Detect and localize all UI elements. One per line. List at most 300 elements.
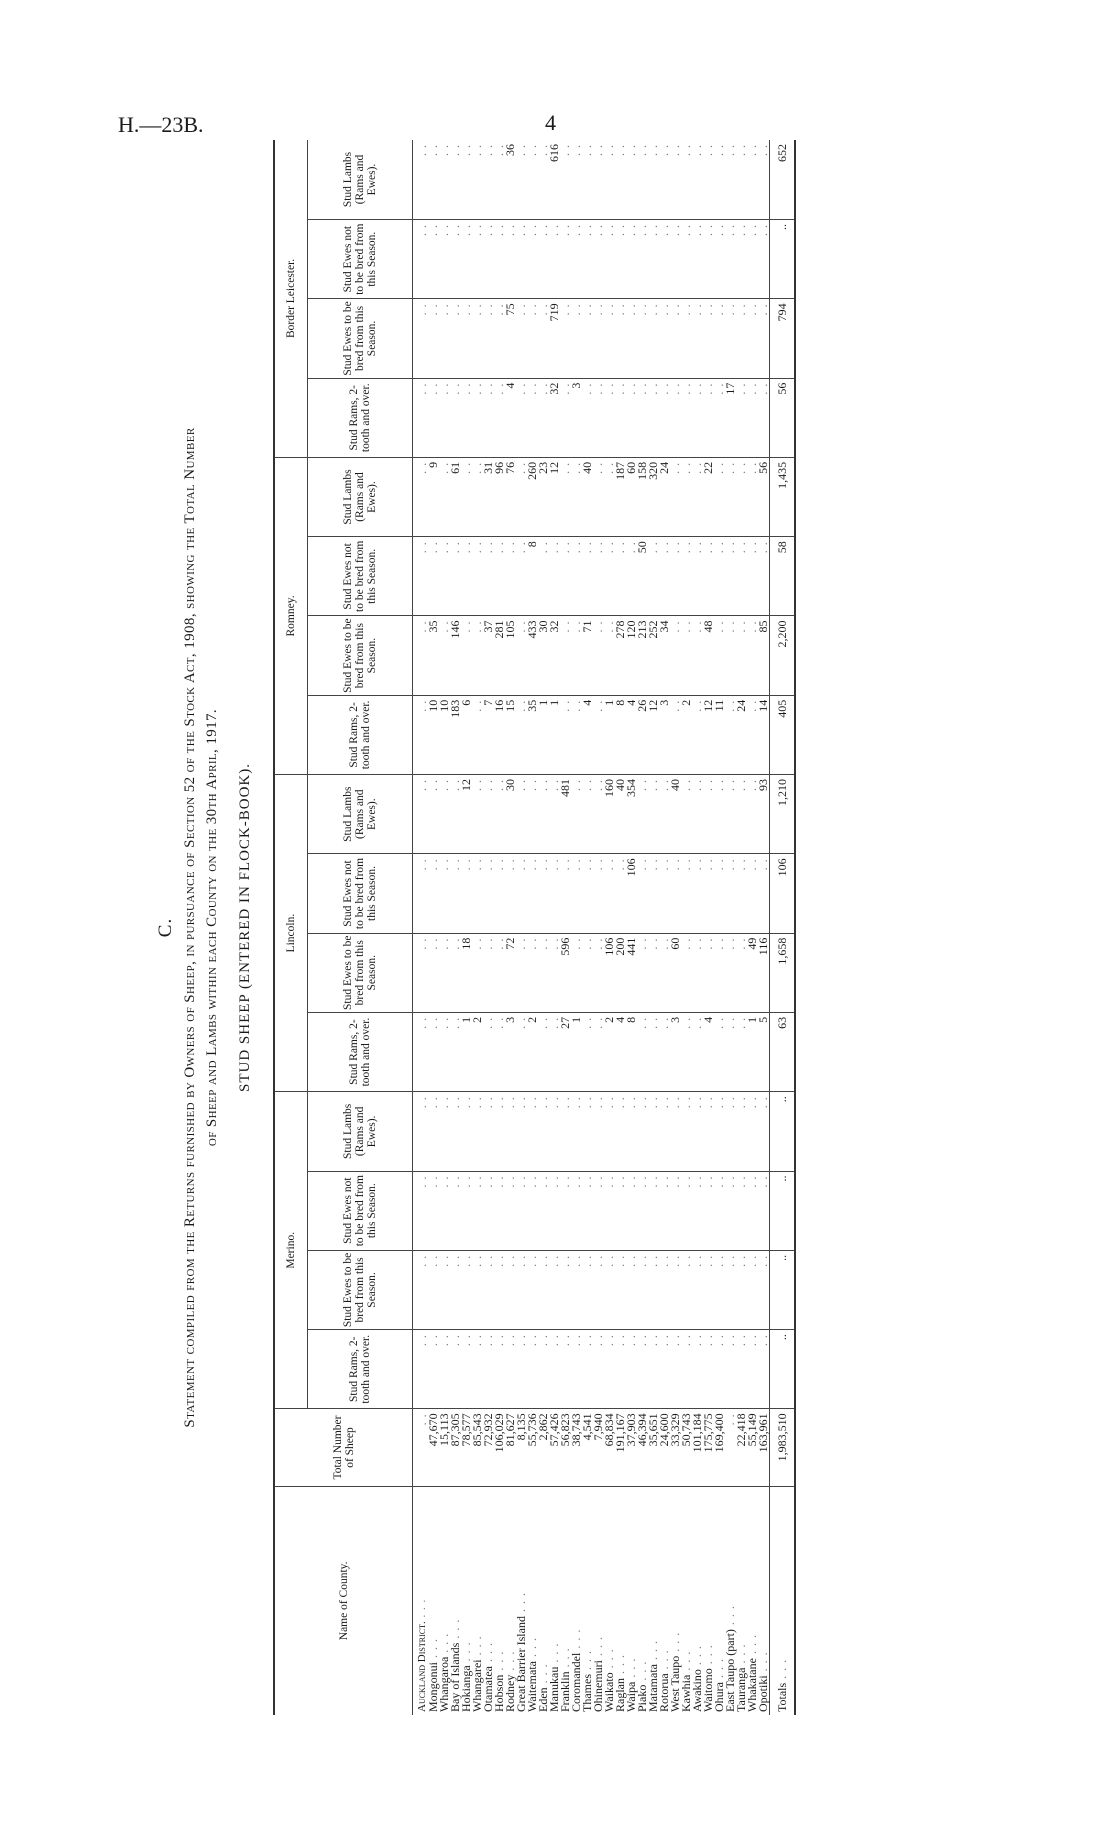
romney-value: 158 <box>637 457 648 536</box>
lincoln-value: 60 <box>670 933 681 1012</box>
merino-value: . . <box>538 1092 549 1171</box>
totals-merino-value: .. <box>770 1171 796 1250</box>
romney-value: . . <box>593 457 604 536</box>
border-value: . . <box>659 378 670 457</box>
sub-header-merino-2: Stud Ewes not to be bred from this Season. <box>308 1171 413 1250</box>
table-row <box>582 140 593 1715</box>
romney-value: . . <box>714 616 725 695</box>
lincoln-value: . . <box>571 854 582 933</box>
border-value: . . <box>582 220 593 299</box>
lincoln-value: 30 <box>505 775 516 854</box>
border-value: . . <box>637 378 648 457</box>
county-name: Manukau . . . <box>547 1642 561 1712</box>
romney-value: 1 <box>538 695 549 774</box>
merino-value: . . <box>659 1250 670 1329</box>
border-value: . . <box>670 140 681 220</box>
border-value: . . <box>725 220 736 299</box>
border-value: . . <box>703 140 714 220</box>
romney-value: 187 <box>615 457 626 536</box>
romney-value: . . <box>758 537 770 616</box>
lincoln-value: . . <box>439 775 450 854</box>
merino-value: . . <box>472 1171 483 1250</box>
merino-value: . . <box>736 1250 747 1329</box>
table-row <box>604 140 615 1715</box>
lincoln-value: . . <box>725 1012 736 1091</box>
romney-value: . . <box>516 457 527 536</box>
lincoln-value: . . <box>736 1012 747 1091</box>
border-value: . . <box>472 140 483 220</box>
empty-cell: . . <box>413 854 429 933</box>
merino-value: . . <box>593 1250 604 1329</box>
total-sheep: 47,670 <box>428 1409 439 1486</box>
border-value: . . <box>758 299 770 378</box>
total-sheep: 87,305 <box>450 1409 461 1486</box>
merino-value: . . <box>516 1092 527 1171</box>
romney-value: . . <box>593 537 604 616</box>
romney-value: 50 <box>637 537 648 616</box>
merino-value: . . <box>439 1330 450 1409</box>
empty-cell: . . <box>413 1171 429 1250</box>
county-name: Bay of Islands . . . <box>448 1618 462 1712</box>
merino-value: . . <box>747 1092 758 1171</box>
merino-value: . . <box>637 1330 648 1409</box>
border-value: . . <box>604 220 615 299</box>
merino-value: . . <box>692 1171 703 1250</box>
merino-value: . . <box>681 1250 692 1329</box>
romney-value: 7 <box>483 695 494 774</box>
romney-value: 35 <box>527 695 538 774</box>
page-reference: H.—23B. <box>118 112 204 137</box>
county-name: Waipa . . . <box>624 1657 638 1712</box>
table-row <box>736 140 747 1715</box>
lincoln-value: . . <box>725 933 736 1012</box>
romney-value: 260 <box>527 457 538 536</box>
border-value: 75 <box>505 299 516 378</box>
romney-value: . . <box>494 537 505 616</box>
romney-value: . . <box>560 695 571 774</box>
border-value: . . <box>681 378 692 457</box>
sub-header-border-3: Stud Lambs (Rams and Ewes). <box>308 140 413 220</box>
lincoln-value: . . <box>494 1012 505 1091</box>
sub-header-romney-0: Stud Rams, 2-tooth and over. <box>308 695 413 774</box>
border-value: 616 <box>549 140 560 220</box>
total-sheep: 4,541 <box>582 1409 593 1486</box>
merino-value: . . <box>659 1171 670 1250</box>
lincoln-value: . . <box>494 933 505 1012</box>
romney-value: . . <box>725 457 736 536</box>
border-value: . . <box>560 220 571 299</box>
romney-value: . . <box>461 537 472 616</box>
merino-value: . . <box>461 1250 472 1329</box>
table-row <box>692 140 703 1715</box>
county-name: Waikato . . . <box>602 1648 616 1712</box>
merino-value: . . <box>681 1171 692 1250</box>
sub-header-romney-3: Stud Lambs (Rams and Ewes). <box>308 457 413 536</box>
table-row <box>494 140 505 1715</box>
merino-value: . . <box>560 1171 571 1250</box>
border-value: . . <box>560 140 571 220</box>
total-sheep: 85,543 <box>472 1409 483 1486</box>
county-name: Otamatea . . . <box>481 1642 495 1712</box>
border-value: . . <box>439 220 450 299</box>
border-value: . . <box>681 140 692 220</box>
border-value: . . <box>494 299 505 378</box>
lincoln-value: . . <box>516 933 527 1012</box>
county-name: Ohinemuri . . . <box>591 1636 605 1712</box>
romney-value: 76 <box>505 457 516 536</box>
border-value: . . <box>582 299 593 378</box>
romney-value: 34 <box>659 616 670 695</box>
romney-value: 31 <box>483 457 494 536</box>
lincoln-value: . . <box>582 1012 593 1091</box>
romney-value: . . <box>670 616 681 695</box>
border-value: . . <box>659 299 670 378</box>
lincoln-value: . . <box>516 1012 527 1091</box>
merino-value: . . <box>714 1171 725 1250</box>
table-row <box>461 140 472 1715</box>
lincoln-value: . . <box>681 854 692 933</box>
merino-value: . . <box>637 1250 648 1329</box>
merino-value: . . <box>527 1092 538 1171</box>
border-value: . . <box>527 299 538 378</box>
lincoln-value: . . <box>527 854 538 933</box>
table-subtitle: STUD SHEEP (ENTERED IN FLOCK-BOOK). <box>237 762 253 1093</box>
county-name: Whangaroa . . . <box>437 1632 451 1712</box>
lincoln-value: . . <box>681 933 692 1012</box>
merino-value: . . <box>604 1092 615 1171</box>
table-row <box>505 140 516 1715</box>
merino-value: . . <box>604 1330 615 1409</box>
sub-header-border-1: Stud Ewes to be bred from this Season. <box>308 299 413 378</box>
romney-value: 48 <box>703 616 714 695</box>
merino-value: . . <box>615 1250 626 1329</box>
border-value: . . <box>582 140 593 220</box>
romney-value: . . <box>747 457 758 536</box>
merino-value: . . <box>505 1171 516 1250</box>
border-value: . . <box>659 140 670 220</box>
empty-cell: . . <box>413 775 429 854</box>
totals-romney-value: 2,200 <box>770 616 796 695</box>
border-value: . . <box>648 378 659 457</box>
lincoln-value: . . <box>692 1012 703 1091</box>
table-row <box>758 140 770 1715</box>
table-row <box>681 140 692 1715</box>
merino-value: . . <box>648 1171 659 1250</box>
county-name: Kawhia . . . <box>679 1650 693 1712</box>
lincoln-value: . . <box>472 933 483 1012</box>
total-sheep: 57,426 <box>549 1409 560 1486</box>
merino-value: . . <box>758 1092 770 1171</box>
merino-value: . . <box>593 1330 604 1409</box>
romney-value: . . <box>582 537 593 616</box>
border-value: . . <box>681 220 692 299</box>
merino-value: . . <box>483 1330 494 1409</box>
romney-value: . . <box>538 537 549 616</box>
romney-value: . . <box>670 457 681 536</box>
border-value: . . <box>494 220 505 299</box>
border-value: . . <box>692 378 703 457</box>
totals-romney-value: 405 <box>770 695 796 774</box>
lincoln-value: . . <box>439 854 450 933</box>
empty-cell: . . <box>413 1330 429 1409</box>
romney-value: 60 <box>626 457 637 536</box>
lincoln-value: . . <box>736 933 747 1012</box>
merino-value: . . <box>725 1092 736 1171</box>
merino-value: . . <box>538 1330 549 1409</box>
border-value: . . <box>659 220 670 299</box>
breed-header-lincoln: Lincoln. <box>274 775 308 1092</box>
total-sheep: . . <box>725 1409 736 1486</box>
border-value: . . <box>648 140 659 220</box>
romney-value: 213 <box>637 616 648 695</box>
border-value: . . <box>648 220 659 299</box>
romney-value: . . <box>439 537 450 616</box>
merino-value: . . <box>516 1250 527 1329</box>
lincoln-value: . . <box>582 854 593 933</box>
sub-header-border-0: Stud Rams, 2-tooth and over. <box>308 378 413 457</box>
merino-value: . . <box>648 1250 659 1329</box>
romney-value: 24 <box>736 695 747 774</box>
merino-value: . . <box>494 1092 505 1171</box>
romney-value: 1 <box>604 695 615 774</box>
border-value: . . <box>461 220 472 299</box>
sub-header-merino-0: Stud Rams, 2-tooth and over. <box>308 1330 413 1409</box>
lincoln-value: . . <box>725 854 736 933</box>
border-value: . . <box>626 378 637 457</box>
romney-value: . . <box>681 457 692 536</box>
border-value: . . <box>428 299 439 378</box>
romney-value: . . <box>736 457 747 536</box>
lincoln-value: . . <box>637 933 648 1012</box>
border-value: . . <box>714 299 725 378</box>
romney-value: . . <box>571 695 582 774</box>
romney-value: . . <box>439 457 450 536</box>
county-name: Eden . . . <box>536 1663 550 1712</box>
merino-value: . . <box>681 1330 692 1409</box>
merino-value: . . <box>472 1250 483 1329</box>
romney-value: 12 <box>549 457 560 536</box>
sub-header-merino-1: Stud Ewes to be bred from this Season. <box>308 1250 413 1329</box>
totals-border-value: 652 <box>770 140 796 220</box>
total-sheep: 72,932 <box>483 1409 494 1486</box>
border-value: . . <box>758 220 770 299</box>
lincoln-value: 4 <box>615 1012 626 1091</box>
lincoln-value: 1 <box>571 1012 582 1091</box>
total-sheep: 38,743 <box>571 1409 582 1486</box>
romney-value: . . <box>692 537 703 616</box>
border-value: . . <box>483 378 494 457</box>
merino-value: . . <box>461 1330 472 1409</box>
merino-value: . . <box>538 1250 549 1329</box>
table-row <box>648 140 659 1715</box>
sub-header-romney-1: Stud Ewes to be bred from this Season. <box>308 616 413 695</box>
romney-value: . . <box>549 537 560 616</box>
county-name: Hobson . . . <box>492 1650 506 1712</box>
border-value: . . <box>714 378 725 457</box>
romney-value: 146 <box>450 616 461 695</box>
table-row <box>637 140 648 1715</box>
border-value: . . <box>747 140 758 220</box>
border-value: . . <box>626 220 637 299</box>
merino-value: . . <box>692 1330 703 1409</box>
border-value: . . <box>439 378 450 457</box>
lincoln-value: 441 <box>626 933 637 1012</box>
table-row <box>714 140 725 1715</box>
lincoln-value: . . <box>758 854 770 933</box>
romney-value: . . <box>593 616 604 695</box>
lincoln-value: . . <box>571 775 582 854</box>
merino-value: . . <box>505 1330 516 1409</box>
lincoln-value: . . <box>714 775 725 854</box>
merino-value: . . <box>648 1330 659 1409</box>
romney-value: 252 <box>648 616 659 695</box>
border-value: . . <box>604 140 615 220</box>
lincoln-value: . . <box>439 1012 450 1091</box>
border-value: . . <box>538 299 549 378</box>
merino-value: . . <box>428 1171 439 1250</box>
romney-value: 56 <box>758 457 770 536</box>
border-value: . . <box>670 378 681 457</box>
lincoln-value: . . <box>692 775 703 854</box>
romney-value: . . <box>483 537 494 616</box>
totals-merino-value: .. <box>770 1250 796 1329</box>
lincoln-value: . . <box>483 1012 494 1091</box>
romney-value: 278 <box>615 616 626 695</box>
lincoln-value: . . <box>692 854 703 933</box>
lincoln-value: 354 <box>626 775 637 854</box>
lincoln-value: 40 <box>615 775 626 854</box>
border-value: . . <box>571 140 582 220</box>
merino-value: . . <box>670 1330 681 1409</box>
romney-value: . . <box>670 695 681 774</box>
lincoln-value: . . <box>450 775 461 854</box>
district-label: Auckland District. . . . <box>416 1598 428 1712</box>
lincoln-value: 2 <box>527 1012 538 1091</box>
merino-value: . . <box>527 1250 538 1329</box>
romney-value: . . <box>604 616 615 695</box>
county-name: Thames . . . <box>580 1650 594 1712</box>
merino-value: . . <box>516 1171 527 1250</box>
lincoln-value: . . <box>439 933 450 1012</box>
empty-cell: . . <box>413 933 429 1012</box>
lincoln-value: . . <box>538 775 549 854</box>
romney-value: 32 <box>549 616 560 695</box>
romney-value: . . <box>725 537 736 616</box>
table-row <box>747 140 758 1715</box>
border-value: . . <box>703 220 714 299</box>
merino-value: . . <box>593 1171 604 1250</box>
lincoln-value: . . <box>472 775 483 854</box>
total-sheep: 175,775 <box>703 1409 714 1486</box>
county-name: Ohura . . . <box>712 1658 726 1712</box>
border-value: . . <box>637 299 648 378</box>
romney-value: . . <box>692 695 703 774</box>
lincoln-value: . . <box>637 1012 648 1091</box>
romney-value: 1 <box>549 695 560 774</box>
lincoln-value: . . <box>582 933 593 1012</box>
merino-value: . . <box>560 1330 571 1409</box>
county-name: Hokianga . . . <box>459 1641 473 1712</box>
empty-cell: . . <box>413 1012 429 1091</box>
total-sheep: 101,184 <box>692 1409 703 1486</box>
empty-cell: . . <box>413 537 429 616</box>
empty-cell: . . <box>413 378 429 457</box>
border-value: . . <box>593 140 604 220</box>
lincoln-value: . . <box>659 933 670 1012</box>
border-value: 32 <box>549 378 560 457</box>
merino-value: . . <box>681 1092 692 1171</box>
romney-value: . . <box>593 695 604 774</box>
border-value: . . <box>516 299 527 378</box>
merino-value: . . <box>494 1250 505 1329</box>
lincoln-value: . . <box>648 854 659 933</box>
statement-title-line-1: Statement compiled from the Returns furnished by Owners of Sheep, in pursuance of Section 52 of the Stock Act, 1908, showing the Total Number <box>182 427 198 1428</box>
merino-value: . . <box>571 1330 582 1409</box>
border-value: . . <box>527 378 538 457</box>
merino-value: . . <box>626 1250 637 1329</box>
lincoln-value: . . <box>681 775 692 854</box>
border-value: . . <box>516 220 527 299</box>
border-value: . . <box>472 378 483 457</box>
border-value: . . <box>736 378 747 457</box>
merino-value: . . <box>450 1250 461 1329</box>
merino-value: . . <box>582 1092 593 1171</box>
merino-value: . . <box>527 1171 538 1250</box>
romney-value: 24 <box>659 457 670 536</box>
border-value: . . <box>615 378 626 457</box>
totals-lincoln-value: 1,658 <box>770 933 796 1012</box>
county-name: Awakino . . . <box>690 1645 704 1712</box>
border-value: . . <box>516 140 527 220</box>
merino-value: . . <box>747 1330 758 1409</box>
table-row <box>428 140 439 1715</box>
merino-value: . . <box>450 1330 461 1409</box>
border-value: . . <box>450 140 461 220</box>
lincoln-value: . . <box>659 854 670 933</box>
lincoln-value: 106 <box>604 933 615 1012</box>
merino-value: . . <box>428 1330 439 1409</box>
merino-value: . . <box>725 1330 736 1409</box>
empty-cell: . . <box>413 616 429 695</box>
county-name: Tauranga . . . <box>734 1643 748 1712</box>
lincoln-value: . . <box>615 854 626 933</box>
lincoln-value: . . <box>549 775 560 854</box>
border-value: . . <box>560 299 571 378</box>
empty-cell: . . <box>413 457 429 536</box>
merino-value: . . <box>593 1092 604 1171</box>
lincoln-value: . . <box>659 1012 670 1091</box>
lincoln-value: . . <box>505 854 516 933</box>
lincoln-value: . . <box>593 854 604 933</box>
lincoln-value: 3 <box>670 1012 681 1091</box>
border-value: . . <box>747 220 758 299</box>
merino-value: . . <box>483 1092 494 1171</box>
table-letter: C. <box>155 917 176 938</box>
border-value: . . <box>439 140 450 220</box>
merino-value: . . <box>714 1250 725 1329</box>
sub-header-romney-2: Stud Ewes not to be bred from this Season. <box>308 537 413 616</box>
lincoln-value: . . <box>670 854 681 933</box>
border-value: . . <box>714 140 725 220</box>
total-sheep: 106,029 <box>494 1409 505 1486</box>
county-name: Great Barrier Island . . . <box>514 1592 528 1712</box>
totals-romney-value: 1,435 <box>770 457 796 536</box>
total-sheep: 55,736 <box>527 1409 538 1486</box>
lincoln-value: . . <box>483 854 494 933</box>
merino-value: . . <box>758 1250 770 1329</box>
romney-value: 433 <box>527 616 538 695</box>
romney-value: . . <box>670 537 681 616</box>
